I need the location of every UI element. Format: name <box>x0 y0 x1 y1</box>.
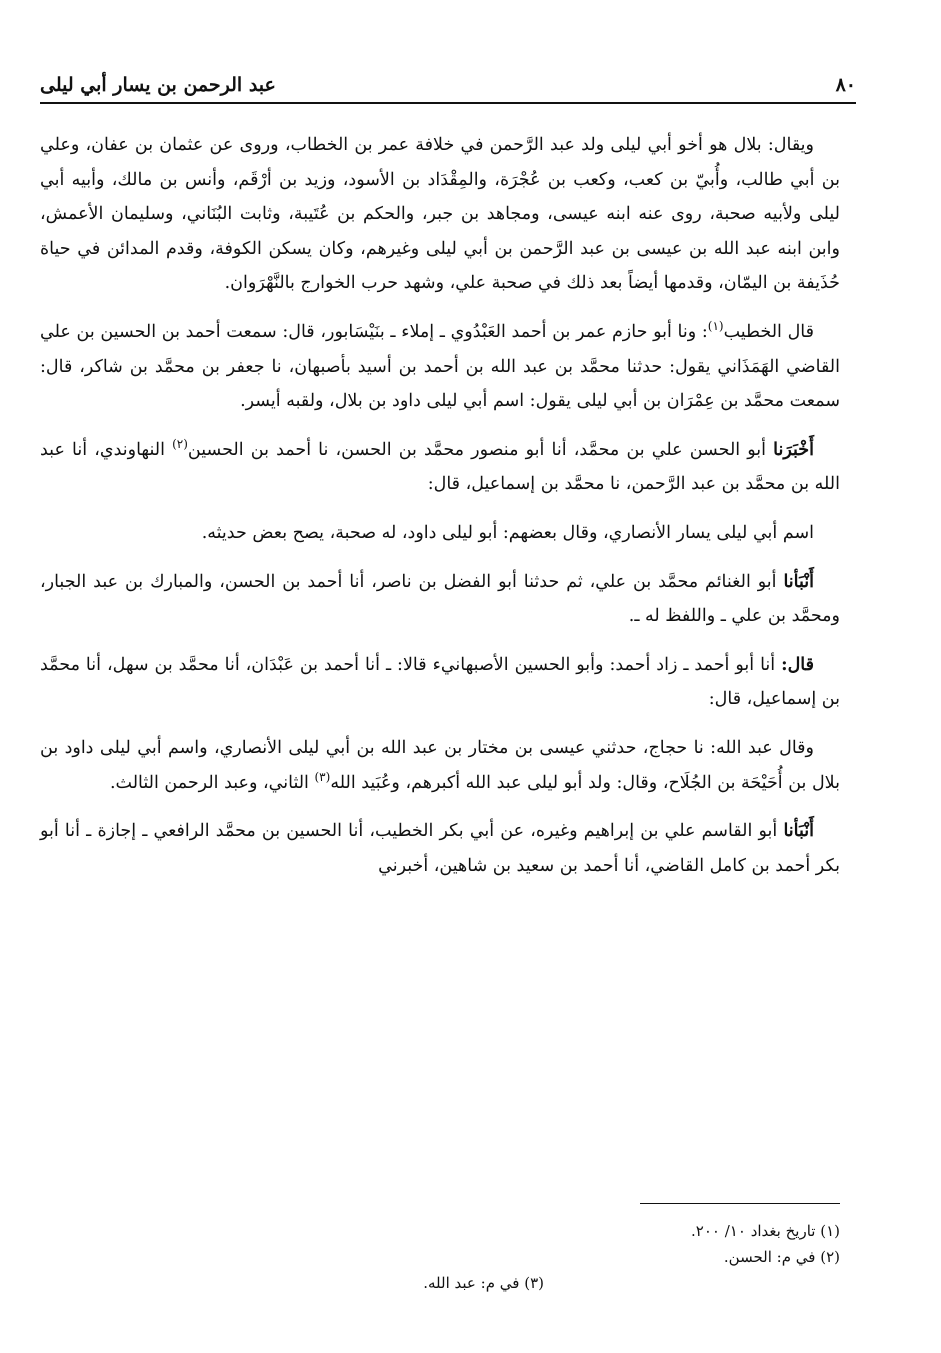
paragraph-2 <box>40 315 840 419</box>
paragraph-text: أبو الغنائم محمَّد بن علي، ثم حدثنا أبو الفضل بن ناصر، أنا أحمد بن الحسن، والمبارك بن عبد الجبار، ومحمَّد بن علي ـ واللفظ له ـ. <box>40 571 840 627</box>
paragraph-1 <box>40 128 840 301</box>
footnote-line <box>40 1218 840 1244</box>
footnote-rule <box>640 1203 840 1204</box>
page-number: ٨٠ <box>835 74 856 96</box>
paragraph-text: قال الخطيب <box>723 321 814 342</box>
paragraph-lead: أَنْبَأنا <box>783 571 814 592</box>
footnote-line <box>40 1244 840 1270</box>
paragraph-6 <box>40 648 840 717</box>
paragraph-7 <box>40 731 840 800</box>
paragraph-text: ويقال: بلال هو أخو أبي ليلى ولد عبد الرَّحمن في خلافة عمر بن الخطاب، وروى عن عثمان بن عفان، وعلي بن أبي طالب، وأُبيّ بن كعب، وكعب بن عُجْرَة، والمِقْدَاد بن الأسود، وزيد بن أرْقَم، وأنس بن مالك، وأبيه أبي ليلى ولأبيه صحبة، روى عنه ابنه عيسى، ومجاهد بن جبر، والحكم بن عُتَيبة، وثابت البُنَاني، وسليمان الأعمش، وابن ابنه عبد الله بن عيسى بن عبد الرَّحمن بن أبي ليلى وغيرهم، وكان يسكن الكوفة، وقدم المدائن في حياة حُذَيفة بن اليمّان، وقدمها أيضاً بعد ذلك في صحبة علي، وشهد حرب الخوارج بالنَّهْرَوان. <box>40 135 840 294</box>
paragraph-8 <box>40 814 840 883</box>
paragraph-3 <box>40 433 840 502</box>
paragraph-text: أبو الحسن علي بن محمَّد، أنا أبو منصور محمَّد بن الحسن، نا أحمد بن الحسين <box>187 439 774 460</box>
footnote-3 <box>423 1270 544 1296</box>
paragraph-text: وقال عبد الله: نا حجاج، حدثني عيسى بن مختار بن عبد الله بن أبي ليلى الأنصاري، واسم أبي ليلى داود بن بلال بن أُحَيْحَة بن الجُلَاح، وقال: ولد أبو ليلى عبد الله أكبرهم، وعُبَيد الله <box>40 737 840 793</box>
footnote-marker: (٣) <box>314 769 331 784</box>
footnote-number: (١) <box>820 1222 840 1240</box>
paragraph-text: الثاني، وعبد الرحمن الثالث. <box>109 772 315 793</box>
footnote-text: في م: عبد الله. <box>423 1274 520 1292</box>
paragraph-text: : ونا أبو حازم عمر بن أحمد العَبْدُوي ـ إملاء ـ بنَيْسَابور، قال: سمعت أحمد بن الحسين بن علي القاضي الهَمَذَاني يقول: حدثنا محمَّد بن عبد الله بن أحمد بن أسيد بأصبهان، نا جعفر بن محمَّد بن شاكر، قال: سمعت محمَّد بن عِمْرَان بن أبي ليلى يقول: اسم أبي ليلى داود بن بلال، ولقبه أيسر. <box>40 321 840 412</box>
paragraph-text: اسم أبي ليلى يسار الأنصاري، وقال بعضهم: أبو ليلى داود، له صحبة، يصح بعض حديثه. <box>201 522 814 543</box>
paragraph-4 <box>40 516 840 551</box>
footnote-text: تاريخ بغداد ١٠/ ٢٠٠. <box>691 1222 816 1240</box>
running-title: عبد الرحمن بن يسار أبي ليلى <box>40 74 276 96</box>
footnote-number: (٢) <box>820 1248 840 1266</box>
footnote-marker: (٢) <box>172 436 188 451</box>
footnote-marker: (١) <box>707 319 724 334</box>
body-text <box>40 128 840 897</box>
paragraph-text: أنا أبو أحمد ـ زاد أحمد: وأبو الحسين الأصبهانيء قالا: ـ أنا أحمد بن عَبْدَان، أنا محمَّد بن سهل، أنا محمَّد بن إسماعيل، قال: <box>40 654 840 710</box>
paragraph-lead: قال: <box>781 654 814 675</box>
paragraph-lead: أَخْبَرَنا <box>773 439 814 460</box>
paragraph-5 <box>40 565 840 634</box>
paragraph-lead: أَنْبَأنا <box>783 821 814 842</box>
paragraph-text: أبو القاسم علي بن إبراهيم وغيره، عن أبي بكر الخطيب، أنا الحسين بن محمَّد الرافعي ـ إجازة ـ أنا أبو بكر أحمد بن كامل القاضي، أنا أحمد بن سعيد بن شاهين، أخبرني <box>40 821 840 876</box>
footnote-2 <box>724 1244 840 1270</box>
paragraph-text: النهاوندي، أنا عبد الله بن محمَّد بن عبد الرَّحمن، نا محمَّد بن إسماعيل، قال: <box>40 439 840 495</box>
footnote-line <box>40 1270 840 1296</box>
footnotes <box>40 1218 840 1296</box>
footnote-text: في م: الحسن. <box>723 1248 816 1266</box>
footnote-1 <box>691 1218 840 1244</box>
running-head <box>40 62 856 96</box>
footnote-number: (٣) <box>524 1274 544 1292</box>
header-rule <box>40 102 856 104</box>
